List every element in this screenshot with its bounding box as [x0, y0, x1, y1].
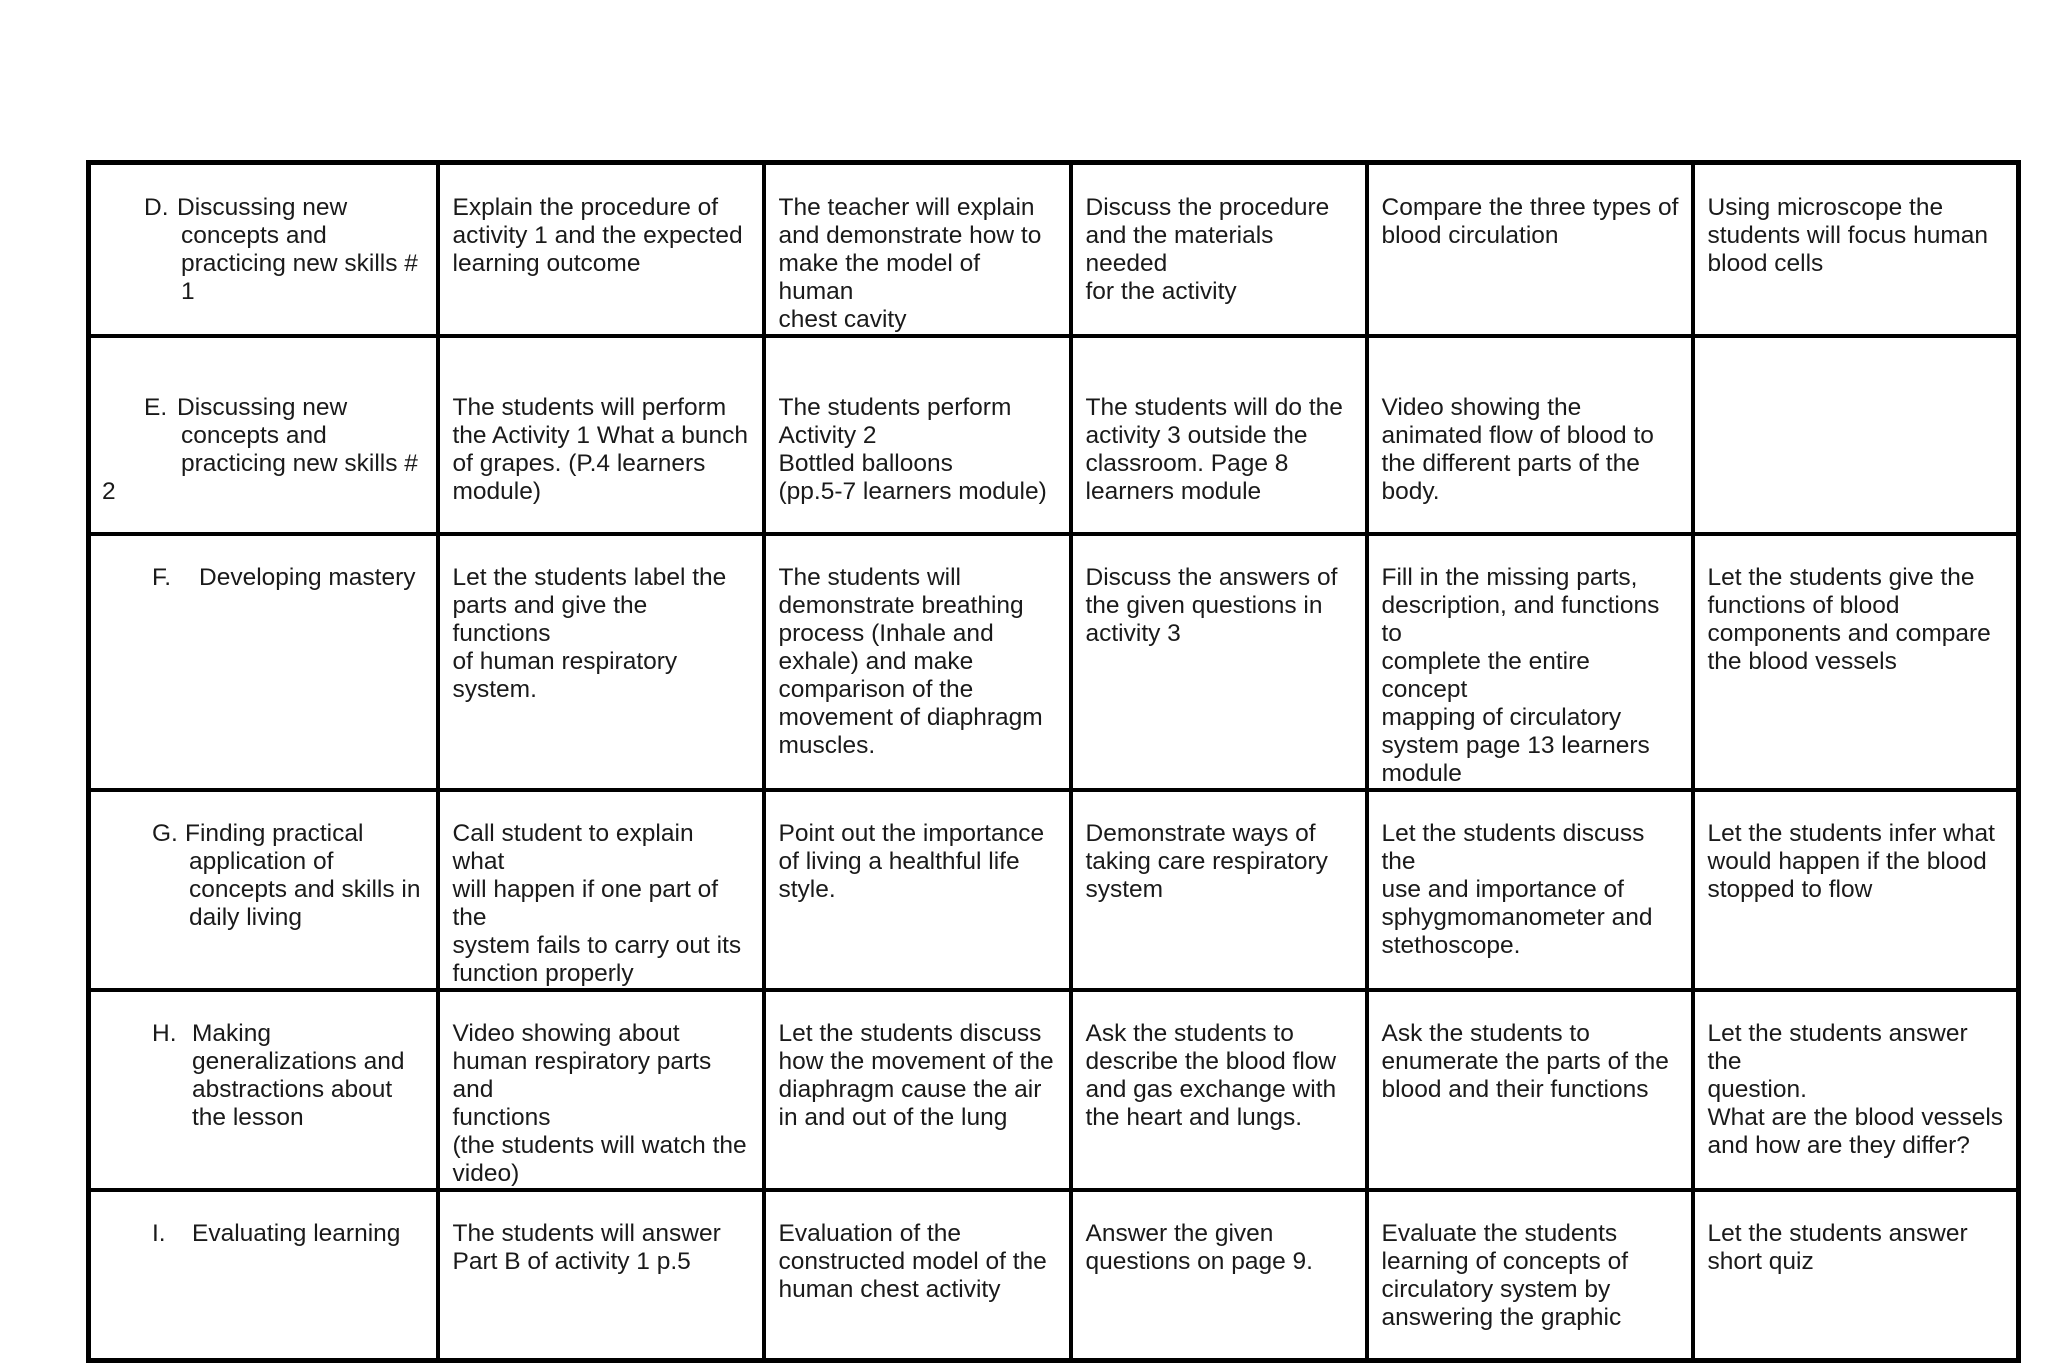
procedure-label: Making generalizations and abstractions about the lesson	[192, 1020, 405, 1131]
table-cell	[438, 163, 764, 337]
table-cell	[764, 1190, 1071, 1360]
table-cell	[764, 534, 1071, 790]
cell-text: Evaluate the students learning of concepts of circulatory system by answering the graphic	[1381, 1220, 1629, 1331]
cell-text: The teacher will explain and demonstrate how to make the model of human chest cavity	[778, 194, 1042, 333]
cell-text: Video showing about human respiratory parts and functions (the students will watch the video)	[452, 1020, 747, 1187]
table-cell	[1367, 1190, 1693, 1360]
procedure-cell	[89, 336, 438, 534]
procedure-cell	[89, 790, 438, 990]
cell-text: Let the students discuss how the movement of the diaphragm cause the air in and out of the lung	[778, 1020, 1054, 1131]
table-cell	[1367, 163, 1693, 337]
procedure-label: Evaluating learning	[192, 1220, 401, 1247]
table-cell	[1071, 1190, 1367, 1360]
cell-text: Ask the students to enumerate the parts of the blood and their functions	[1381, 1020, 1669, 1103]
table-cell	[764, 163, 1071, 337]
procedure-letter: E.	[144, 394, 168, 421]
table-cell	[1693, 336, 2019, 534]
table-cell	[1071, 336, 1367, 534]
cell-text: Video showing the animated flow of blood to the different parts of the body.	[1381, 394, 1654, 505]
table-cell	[438, 1190, 764, 1360]
cell-text: Let the students give the functions of blood components and compare the blood vessels	[1707, 564, 1991, 675]
cell-text: Using microscope the students will focus human blood cells	[1707, 194, 1989, 277]
table-cell	[1367, 990, 1693, 1190]
cell-text: Discuss the answers of the given questions in activity 3	[1085, 564, 1338, 647]
table-cell	[1071, 534, 1367, 790]
table-cell	[1693, 534, 2019, 790]
cell-text: Ask the students to describe the blood flow and gas exchange with the heart and lungs.	[1085, 1020, 1337, 1131]
table-cell	[1071, 163, 1367, 337]
table-cell	[1367, 534, 1693, 790]
table-cell	[764, 790, 1071, 990]
procedure-label: Developing mastery	[199, 564, 416, 591]
table-row	[89, 534, 2019, 790]
procedure-letter: D.	[144, 194, 169, 221]
procedure-letter: H.	[152, 1020, 177, 1047]
table-cell	[1693, 790, 2019, 990]
cell-text: The students will do the activity 3 outside the classroom. Page 8 learners module	[1085, 394, 1343, 505]
cell-text: Evaluation of the constructed model of the human chest activity	[778, 1220, 1047, 1303]
cell-text: The students will demonstrate breathing process (Inhale and exhale) and make comparison of the movement of diaphragm muscles.	[778, 564, 1043, 759]
procedure-cell	[89, 1190, 438, 1360]
table-row	[89, 990, 2019, 1190]
procedure-label: Discussing new concepts and practicing new skills #	[177, 394, 418, 477]
lesson-plan-table	[86, 160, 2021, 1363]
table-cell	[1071, 790, 1367, 990]
table-cell	[438, 336, 764, 534]
table-cell	[438, 990, 764, 1190]
table-row	[89, 336, 2019, 534]
procedure-cell	[89, 534, 438, 790]
cell-text: The students will answer Part B of activity 1 p.5	[452, 1220, 721, 1275]
table-cell	[1367, 336, 1693, 534]
cell-text: Let the students answer the question. What are the blood vessels and how are they differ?	[1707, 1020, 2004, 1159]
procedure-label-continuation: 2	[102, 478, 116, 505]
cell-text: The students will perform the Activity 1 What a bunch of grapes. (P.4 learners module)	[452, 394, 749, 505]
table-cell	[1693, 1190, 2019, 1360]
table-row	[89, 1190, 2019, 1360]
cell-text: Fill in the missing parts, description, and functions to complete the entire concept mapping of circulatory system page 13 learners module	[1381, 564, 1660, 787]
table-cell	[1071, 990, 1367, 1190]
procedure-letter: F.	[152, 564, 172, 591]
table-cell	[764, 336, 1071, 534]
cell-text: Demonstrate ways of taking care respiratory system	[1085, 820, 1328, 903]
procedure-letter: G.	[152, 820, 178, 847]
table-cell	[438, 790, 764, 990]
cell-text: Discuss the procedure and the materials needed for the activity	[1085, 194, 1330, 305]
cell-text: Compare the three types of blood circulation	[1381, 194, 1679, 249]
cell-text: Let the students discuss the use and importance of sphygmomanometer and stethoscope.	[1381, 820, 1653, 959]
table-cell	[1367, 790, 1693, 990]
procedure-letter: I.	[152, 1220, 166, 1247]
procedure-cell	[89, 163, 438, 337]
cell-text: The students perform Activity 2 Bottled balloons (pp.5-7 learners module)	[778, 394, 1047, 505]
cell-text: Let the students infer what would happen if the blood stopped to flow	[1707, 820, 1995, 903]
table-cell	[1693, 990, 2019, 1190]
procedure-cell	[89, 990, 438, 1190]
table-row	[89, 163, 2019, 337]
procedure-label: Discussing new concepts and practicing new skills # 1	[177, 194, 418, 305]
cell-text: Explain the procedure of activity 1 and the expected learning outcome	[452, 194, 743, 277]
cell-text: Let the students answer short quiz	[1707, 1220, 1968, 1275]
cell-text: Let the students label the parts and give the functions of human respiratory system.	[452, 564, 727, 703]
cell-text: Answer the given questions on page 9.	[1085, 1220, 1313, 1275]
table-cell	[764, 990, 1071, 1190]
table-row	[89, 790, 2019, 990]
procedure-label: Finding practical application of concepts and skills in daily living	[185, 820, 421, 931]
table-cell	[438, 534, 764, 790]
table-cell	[1693, 163, 2019, 337]
cell-text: Call student to explain what will happen if one part of the system fails to carry out its function properly	[452, 820, 742, 987]
cell-text: Point out the importance of living a healthful life style.	[778, 820, 1045, 903]
